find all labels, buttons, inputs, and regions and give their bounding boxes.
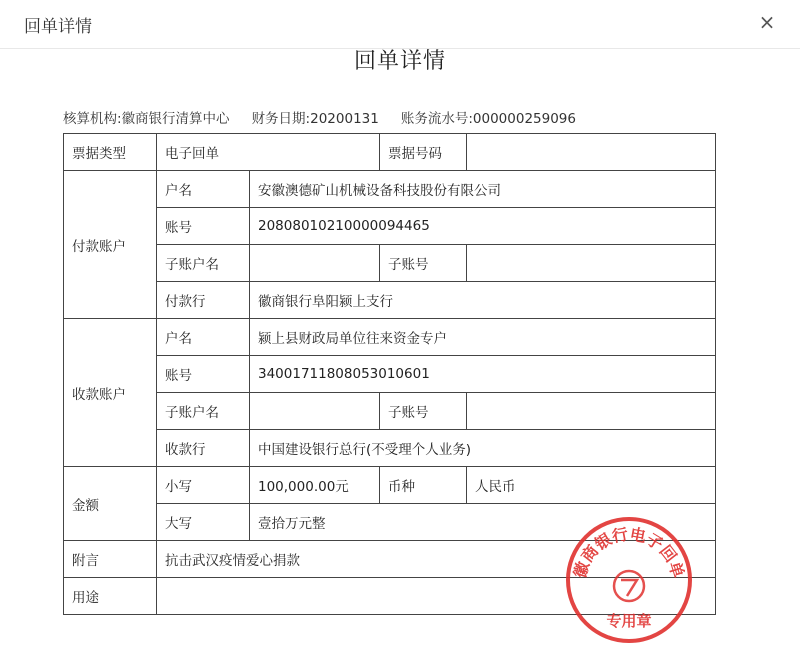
bank-stamp-seal (563, 514, 695, 646)
document-title: 回单详情 (353, 49, 446, 74)
amount-lower-value: 100,000.00元 (250, 467, 380, 504)
table-row (64, 319, 716, 356)
table-row (64, 134, 716, 171)
payer-group-label: 付款账户 (64, 171, 157, 319)
payer-name-value: 安徽澳德矿山机械设备科技股份有限公司 (250, 171, 716, 208)
payer-name-label: 户名 (157, 171, 250, 208)
payer-bank-label: 付款行 (157, 282, 250, 319)
currency-label: 币种 (380, 467, 467, 504)
stamp-top-text: 徽商银行电子回单 (570, 524, 688, 581)
serial-value: 000000259096 (472, 111, 576, 127)
table-row (64, 467, 716, 504)
payer-sub-account-value (467, 245, 716, 282)
table-row (64, 171, 716, 208)
dialog-title: 回单详情 (24, 17, 92, 37)
bill-type-label: 票据类型 (64, 134, 157, 171)
payee-group-label: 收款账户 (64, 319, 157, 467)
bill-type-value: 电子回单 (157, 134, 380, 171)
date-label: 财务日期: (251, 111, 311, 127)
payee-bank-label: 收款行 (157, 430, 250, 467)
org-value: 徽商银行清算中心 (121, 111, 230, 127)
bill-no-label: 票据号码 (380, 134, 467, 171)
table-row (64, 430, 716, 467)
close-icon[interactable]: × (758, 10, 776, 34)
payer-sub-name-label: 子账户名 (157, 245, 250, 282)
table-row (64, 356, 716, 393)
payee-bank-value: 中国建设银行总行(不受理个人业务) (250, 430, 716, 467)
amount-upper-label: 大写 (157, 504, 250, 541)
payer-sub-name-value (250, 245, 380, 282)
payee-name-label: 户名 (157, 319, 250, 356)
meta-line (63, 107, 576, 127)
table-row (64, 208, 716, 245)
payee-sub-name-label: 子账户名 (157, 393, 250, 430)
serial-label: 账务流水号: (400, 111, 473, 127)
payee-account-label: 账号 (157, 356, 250, 393)
payer-account-label: 账号 (157, 208, 250, 245)
dialog-header (0, 0, 800, 49)
date-value: 20200131 (310, 111, 379, 127)
stamp-bottom-text: 专用章 (606, 612, 652, 630)
amount-group-label: 金额 (64, 467, 157, 541)
bill-no-value (467, 134, 716, 171)
payee-name-value: 颍上县财政局单位往来资金专户 (250, 319, 716, 356)
table-row (64, 245, 716, 282)
purpose-label: 用途 (64, 578, 157, 615)
payee-sub-account-label: 子账号 (380, 393, 467, 430)
currency-value: 人民币 (467, 467, 716, 504)
table-row (64, 393, 716, 430)
amount-upper-value: 壹拾万元整 (250, 504, 716, 541)
org-label: 核算机构: (63, 111, 122, 127)
remark-label: 附言 (64, 541, 157, 578)
payee-sub-name-value (250, 393, 380, 430)
remark-value: 抗击武汉疫情爱心捐款 (157, 541, 716, 578)
payer-sub-account-label: 子账号 (380, 245, 467, 282)
payer-bank-value: 徽商银行阜阳颍上支行 (250, 282, 716, 319)
amount-lower-label: 小写 (157, 467, 250, 504)
payee-sub-account-value (467, 393, 716, 430)
payer-account-value: 20808010210000094465 (250, 208, 716, 245)
payee-account-value: 34001711808053010601 (250, 356, 716, 393)
table-row (64, 282, 716, 319)
